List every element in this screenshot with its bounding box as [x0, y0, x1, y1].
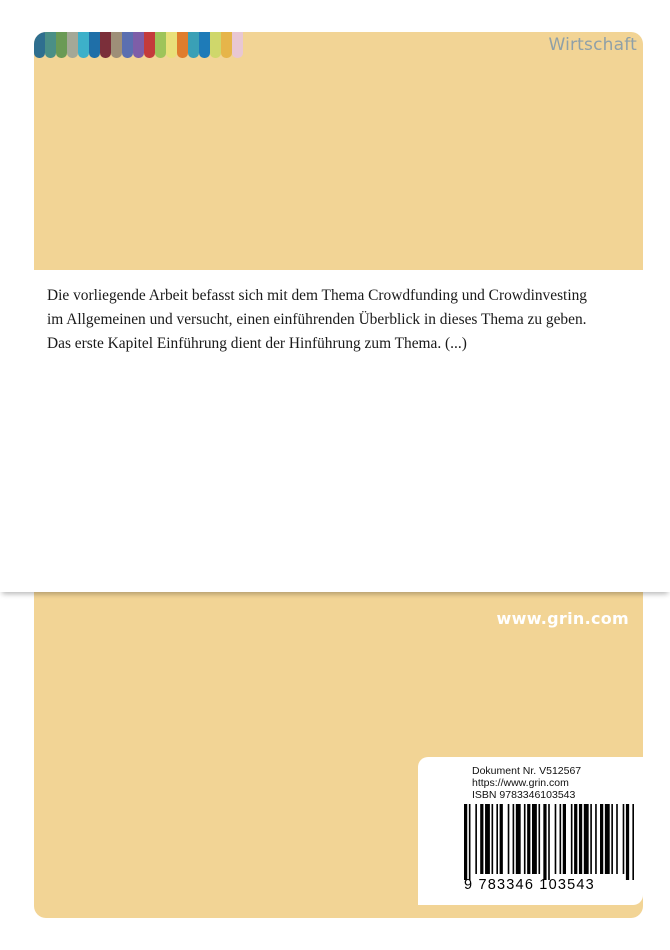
- color-stripe: [232, 32, 243, 58]
- color-stripe: [89, 32, 100, 58]
- color-stripe: [111, 32, 122, 58]
- color-stripe: [188, 32, 199, 58]
- color-stripe: [45, 32, 56, 58]
- color-stripe: [67, 32, 78, 58]
- color-stripe: [144, 32, 155, 58]
- barcode-box: [418, 757, 643, 905]
- abstract-line: Die vorliegende Arbeit befasst sich mit dem Thema Crowdfunding und Crowdinvesting: [47, 287, 588, 304]
- cover-top-panel: [34, 32, 643, 270]
- color-stripe: [56, 32, 67, 58]
- document-info: [472, 765, 581, 801]
- color-stripe: [133, 32, 144, 58]
- color-stripe: [78, 32, 89, 58]
- barcode-digits: 9 783346 103543: [464, 877, 595, 893]
- document-number: Dokument Nr. V512567: [472, 765, 582, 777]
- color-stripe: [100, 32, 111, 58]
- color-stripe: [210, 32, 221, 58]
- website-link[interactable]: www.grin.com: [496, 609, 629, 628]
- color-stripe: [155, 32, 166, 58]
- document-url[interactable]: https://www.grin.com: [472, 777, 569, 789]
- color-stripes: [34, 32, 243, 58]
- isbn-text: ISBN 9783346103543: [472, 789, 576, 801]
- color-stripe: [199, 32, 210, 58]
- abstract-line: Das erste Kapitel Einführung dient der Hinführung zum Thema. (...): [47, 335, 467, 352]
- cover-bottom-panel: [34, 592, 643, 918]
- color-stripe: [221, 32, 232, 58]
- category-label: Wirtschaft: [548, 35, 637, 55]
- abstract-text: [47, 284, 642, 356]
- color-stripe: [34, 32, 45, 58]
- abstract-section: [0, 270, 670, 592]
- color-stripe: [122, 32, 133, 58]
- color-stripe: [177, 32, 188, 58]
- color-stripe: [166, 32, 177, 58]
- abstract-line: im Allgemeinen und versucht, einen einführenden Überblick in dieses Thema zu geben.: [47, 311, 587, 328]
